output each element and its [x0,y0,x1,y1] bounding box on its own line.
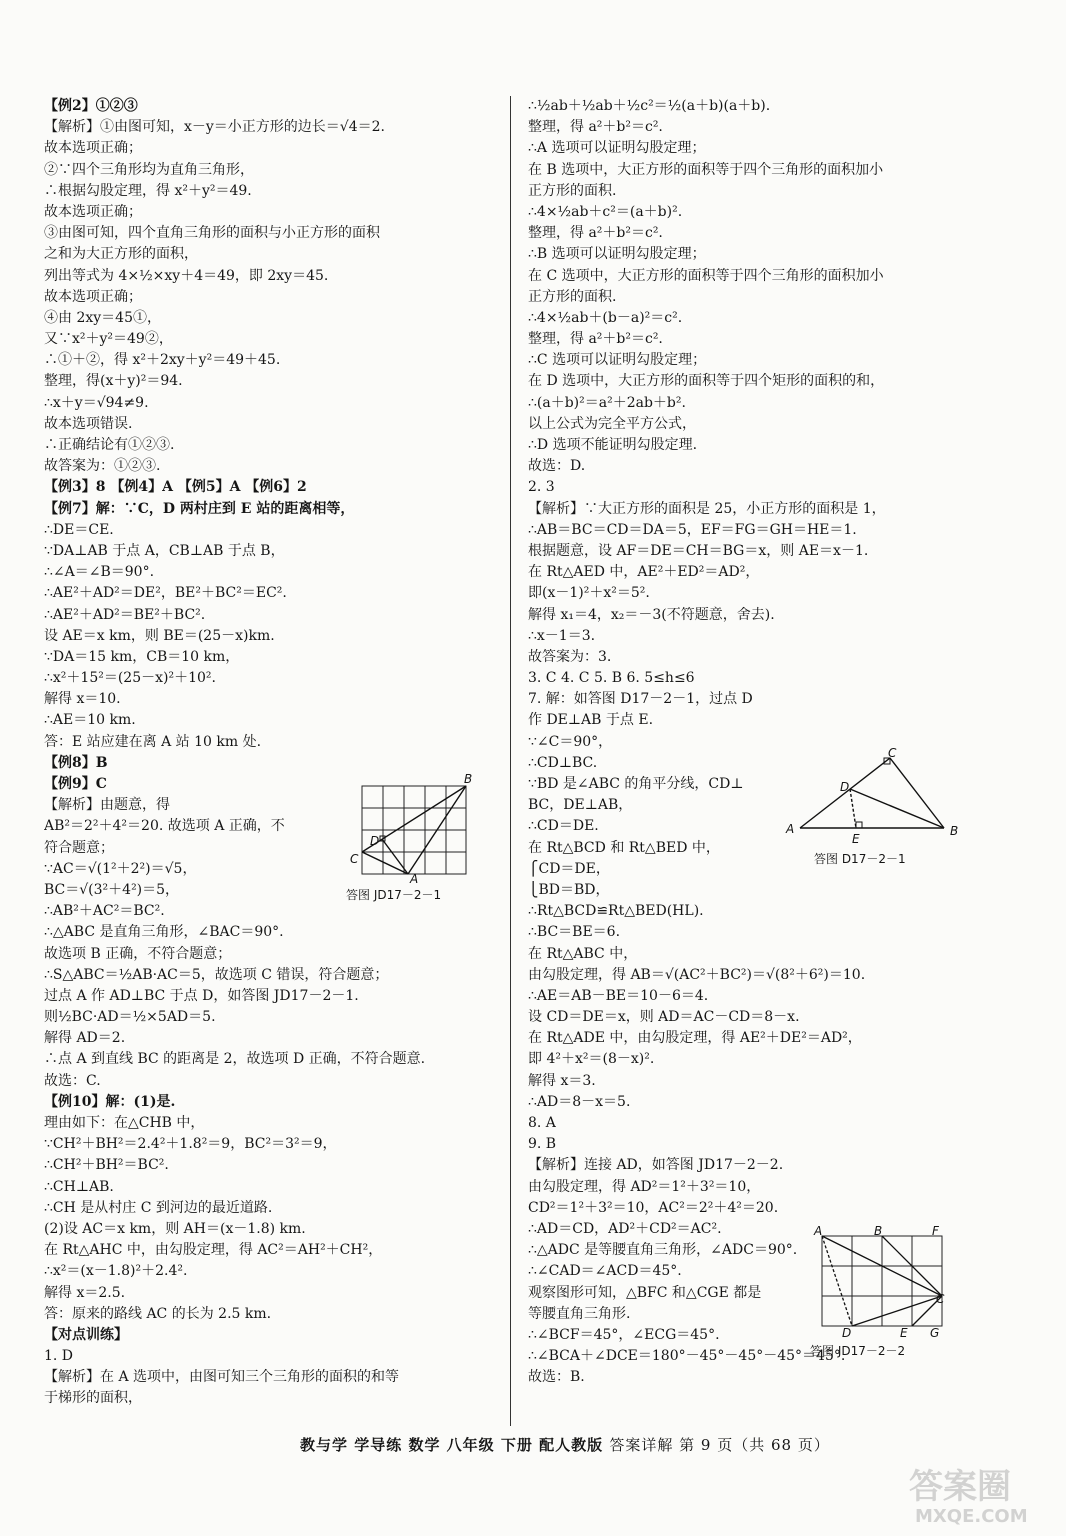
text-line: 【例9】C [44,776,107,792]
fig1-label-d: D [370,834,380,848]
text-line: 过点 A 作 AD⊥BC 于点 D，如答图 JD17－2－1. [44,987,359,1004]
text-line: ∴A 选项可以证明勾股定理； [528,140,706,157]
text-line: 2. 3 [528,479,555,496]
text-line: 8. A [528,1115,556,1131]
text-line: ∴DE＝CE. [44,521,114,538]
text-line: ∵∠C＝90°， [528,733,613,750]
text-line: 整理，得 a²＋b²＝c². [528,331,663,348]
text-line: ∵DA⊥AB 于点 A，CB⊥AB 于点 B， [44,542,285,559]
text-line: 则½BC·AD＝½×5AD＝5. [44,1009,216,1026]
fig2-caption: 答图 D17－2－1 [814,852,906,866]
text-line: 理由如下：在△CHB 中， [44,1115,205,1131]
text-line: 在 D 选项中，大正方形的面积等于四个矩形的面积的和， [528,373,885,390]
text-line: 故本选项正确； [44,288,142,305]
text-line: 【解析】由题意，得 [44,797,170,814]
fig1-caption: 答图 JD17－2－1 [346,888,442,902]
text-line: 故本选项正确； [44,140,142,157]
fig3-label-c: C [936,1292,945,1306]
text-line: 答：原来的路线 AC 的长为 2.5 km. [44,1305,272,1322]
text-line: ∴Rt△BCD≌Rt△BED(HL). [528,903,704,920]
text-line: 故答案为：①②③. [44,458,161,475]
figure-d17-2-1 [786,746,966,866]
text-line: 列出等式为 4×½×xy＋4＝49，即 2xy＝45. [44,267,329,284]
text-line: ∴∠A＝∠B＝90°. [44,564,155,581]
text-line: 整理，得 a²＋b²＝c². [528,119,663,136]
text-line: ∴AB²＋AC²＝BC². [44,903,165,920]
text-line: ∵BD 是∠ABC 的角平分线，CD⊥ [528,776,744,792]
text-line: ∴CD＝DE. [528,818,599,835]
text-line: 7. 解：如答图 D17－2－1，过点 D [528,691,753,708]
text-line: ∴4×½ab＋(b－a)²＝c². [528,309,683,326]
text-line: 解得 x＝2.5. [44,1284,126,1301]
text-line: ∴△ABC 是直角三角形，∠BAC＝90°. [44,924,284,941]
text-line: 【解析】①由图可知，x－y＝小正方形的边长＝√4＝2. [44,119,385,136]
fig3-caption: 答图 JD17－2－2 [810,1344,906,1358]
text-line: ∴(a＋b)²＝a²＋2ab＋b². [528,394,686,411]
text-line: 【例8】B [44,754,108,771]
text-line: 故选：D. [528,458,586,475]
text-line: 在 Rt△ABC 中， [528,945,638,962]
text-line: 等腰直角三角形. [528,1305,631,1322]
text-line: ③由图可知，四个直角三角形的面积与小正方形的面积 [44,225,380,242]
text-line: ∴CH 是从村庄 C 到河边的最近道路. [44,1199,273,1216]
text-line: 故本选项正确； [44,203,142,220]
text-line: 故选：B. [528,1369,585,1386]
text-line: ∴x－1＝3. [528,627,596,644]
text-line: 在 C 选项中，大正方形的面积等于四个三角形的面积加小 [528,267,884,284]
text-line: 【例2】①②③ [44,98,138,114]
text-line: 9. B [528,1136,557,1153]
fig2-label-c: C [888,746,897,760]
text-line: 由勾股定理，得 AD²＝1²＋3²＝10， [528,1178,761,1195]
text-line: ∴AE＝AB－BE＝10－6＝4. [528,987,709,1004]
text-line: ∴S△ABC＝½AB·AC＝5，故选项 C 错误，符合题意； [44,966,389,983]
text-line: ∴△ADC 是等腰直角三角形，∠ADC＝90°. [528,1242,798,1259]
text-line: AB²＝2²＋4²＝20. 故选项 A 正确，不 [44,818,285,835]
text-line: ∴AD＝8－x＝5. [528,1093,631,1110]
text-line: ∴根据勾股定理，得 x²＋y²＝49. [44,182,252,199]
footer-title: 教与学 学导练 数学 八年级 下册 配人教版 [300,1436,604,1454]
watermark-text: 答案圈 [909,1467,1011,1507]
text-line: BC，DE⊥AB， [528,797,633,814]
text-line: 在 Rt△ADE 中，由勾股定理，得 AE²＋DE²＝AD²， [528,1030,862,1047]
text-line: ∴∠BCF＝45°，∠ECG＝45°. [528,1326,720,1343]
fig2-label-b: B [950,824,959,838]
text-line: ∴AE＝10 km. [44,712,136,729]
text-line: ∴CD⊥BC. [528,754,598,771]
text-line: 设 AE＝x km，则 BE＝(25－x)km. [44,627,275,644]
column-divider [510,96,511,1426]
left-column [44,96,480,1410]
text-line: ②∵四个三角形均为直角三角形， [44,161,254,178]
fig3-label-d: D [842,1326,852,1340]
text-line: 于梯形的面积， [44,1390,142,1407]
text-line: 解得 AD＝2. [44,1030,126,1047]
text-line: 以上公式为完全平方公式， [528,415,696,432]
text-line: 在 Rt△AED 中，AE²＋ED²＝AD²， [528,564,760,581]
page-footer [300,1434,830,1455]
text-line: 作 DE⊥AB 于点 E. [528,712,654,729]
text-line: 即 4²＋x²＝(8－x)². [528,1051,655,1068]
text-line: 故本选项错误. [44,415,133,432]
text-line: ∴CH⊥AB. [44,1178,114,1195]
text-line: 故答案为：3. [528,648,612,665]
text-line: 【解析】在 A 选项中，由图可知三个三角形的面积的和等 [44,1369,400,1386]
footer-page-info: 答案详解 第 9 页（共 68 页） [609,1436,830,1454]
text-line: 即(x－1)²＋x²＝5². [528,585,650,602]
text-line: ∴D 选项不能证明勾股定理. [528,437,698,453]
text-line: ④由 2xy＝45①， [44,309,161,326]
text-line: 整理，得 a²＋b²＝c². [528,225,663,242]
text-line: 解得 x₁＝4，x₂＝－3(不符题意，舍去). [528,606,775,623]
fig2-label-d: D [840,780,850,794]
text-line: 之和为大正方形的面积， [44,246,198,263]
text-line: ∴BC＝BE＝6. [528,924,621,941]
text-line: 【例3】8 【例4】A 【例5】A 【例6】2 [44,479,307,496]
text-line: ∴4×½ab＋c²＝(a＋b)². [528,203,683,220]
text-line: 故选：C. [44,1072,101,1089]
text-line: ∴AE²＋AD²＝DE²，BE²＋BC²＝EC². [44,585,287,602]
text-line: 【对点训练】 [44,1326,128,1343]
text-line: 在 Rt△BCD 和 Rt△BED 中， [528,839,720,856]
fig3-label-b: B [874,1224,883,1238]
text-line: 【例10】解：(1)是. [44,1093,176,1110]
watermark-logo [905,1458,1055,1528]
text-line: ∴∠BCA＋∠DCE＝180°－45°－45°－45°＝45°. [528,1348,846,1365]
text-line: 在 Rt△AHC 中，由勾股定理，得 AC²＝AH²＋CH²， [44,1242,383,1259]
text-line: 设 CD＝DE＝x，则 AD＝AC－CD＝8－x. [528,1009,800,1026]
text-line: ∴x＋y＝√94≠9. [44,394,149,411]
text-line: ∴AD＝CD，AD²＋CD²＝AC². [528,1220,722,1237]
text-line: 正方形的面积. [528,182,617,199]
text-line: 解得 x＝3. [528,1072,596,1089]
right-column [528,96,983,1388]
text-line: 解得 x＝10. [44,691,121,708]
text-line: 【例7】解：∵C，D 两村庄到 E 站的距离相等， [44,500,355,517]
text-line: ∴正确结论有①②③. [44,437,175,453]
text-line: 3. C 4. C 5. B 6. 5≤h≤6 [528,670,695,687]
figure-jd17-2-1 [346,772,478,902]
text-line: ∴C 选项可以证明勾股定理； [528,352,707,369]
text-line: 又∵x²＋y²＝49②， [44,331,173,348]
fig3-label-a: A [814,1224,823,1238]
text-line: ∵DA＝15 km，CB＝10 km， [44,648,240,665]
text-line: CD²＝1²＋3²＝10，AC²＝2²＋4²＝20. [528,1199,779,1216]
text-line: ∴CH²＋BH²＝BC². [44,1157,169,1174]
fig3-label-g: G [930,1326,940,1340]
text-line: 符合题意； [44,839,114,856]
fig3-label-e: E [900,1326,908,1340]
fig1-label-b: B [464,772,473,786]
figure-jd17-2-2 [810,1222,952,1358]
text-line: ∴①＋②，得 x²＋2xy＋y²＝49＋45. [44,352,281,369]
text-line: BC＝√(3²＋4²)＝5， [44,881,180,898]
text-line: 根据题意，设 AF＝DE＝CH＝BG＝x，则 AE＝x－1. [528,542,869,559]
text-line: ∵AC＝√(1²＋2²)＝√5， [44,860,197,877]
fig1-label-a: A [410,872,419,886]
text-line: ∴AB＝BC＝CD＝DA＝5，EF＝FG＝GH＝HE＝1. [528,521,857,538]
fig2-label-a: A [786,822,795,836]
fig1-label-c: C [350,852,359,866]
fig3-label-f: F [932,1224,939,1238]
text-line: 【解析】连接 AD，如答图 JD17－2－2. [528,1157,784,1174]
text-line: ⎩BD＝BD， [528,881,610,898]
text-line: 【解析】∵大正方形的面积是 25，小正方形的面积是 1， [528,500,886,517]
text-line: ∴AE²＋AD²＝BE²＋BC². [44,606,206,623]
text-line: 故选项 B 正确，不符合题意； [44,945,232,962]
text-line: 整理，得(x＋y)²＝94. [44,373,183,390]
text-line: ∴½ab＋½ab＋½c²＝½(a＋b)(a＋b). [528,98,771,114]
text-line: 由勾股定理，得 AB＝√(AC²＋BC²)＝√(8²＋6²)＝10. [528,966,866,983]
text-line: (2)设 AC＝x km，则 AH＝(x－1.8) km. [44,1220,306,1237]
text-line: ∴点 A 到直线 BC 的距离是 2，故选项 D 正确，不符合题意. [44,1051,426,1068]
fig2-label-e: E [852,832,860,846]
text-line: 在 B 选项中，大正方形的面积等于四个三角形的面积加小 [528,161,884,178]
text-line: ⎧CD＝DE， [528,860,610,877]
text-line: ∴B 选项可以证明勾股定理； [528,246,706,263]
watermark-sub: MXQE.COM [915,1506,1028,1527]
text-line: 1. D [44,1348,74,1365]
text-line: 答：E 站应建在离 A 站 10 km 处. [44,733,262,750]
text-line: ∵CH²＋BH²＝2.4²＋1.8²＝9，BC²＝3²＝9， [44,1136,337,1153]
text-line: ∴x²＋15²＝(25－x)²＋10². [44,670,216,687]
text-line: 正方形的面积. [528,288,617,305]
text-line: ∴x²＝(x－1.8)²＋2.4². [44,1263,188,1280]
text-line: 观察图形可知，△BFC 和△CGE 都是 [528,1284,762,1301]
text-line: ∴∠CAD＝∠ACD＝45°. [528,1263,682,1280]
